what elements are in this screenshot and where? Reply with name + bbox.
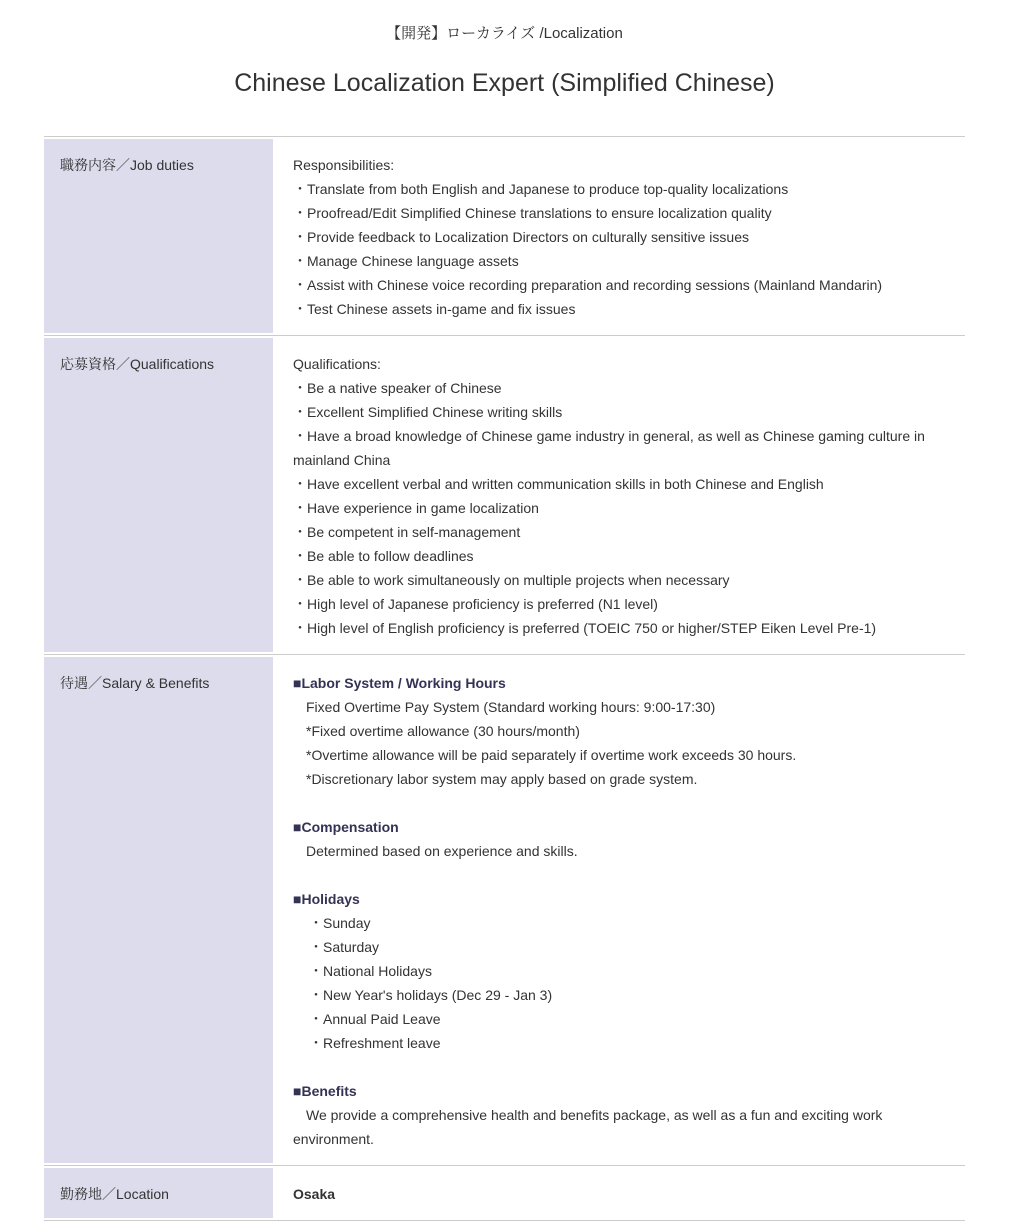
row-content bbox=[273, 137, 965, 335]
content-line: Qualifications: bbox=[293, 356, 381, 372]
table-row bbox=[44, 137, 965, 336]
section-heading: ■Holidays bbox=[293, 891, 360, 907]
job-category-header: 【開発】ローカライズ /Localization bbox=[386, 25, 623, 42]
content-line: *Fixed overtime allowance (30 hours/month) bbox=[306, 723, 580, 739]
content-line: ・Test Chinese assets in-game and fix issues bbox=[293, 301, 576, 317]
content-line: ・Be a native speaker of Chinese bbox=[293, 380, 502, 396]
content-line: ・Have a broad knowledge of Chinese game industry in general, as well as Chinese gaming culture in mainland China bbox=[293, 428, 925, 468]
page-title: Chinese Localization Expert (Simplified Chinese) bbox=[234, 69, 775, 97]
table-row bbox=[44, 336, 965, 655]
content-line: ・Have excellent verbal and written communication skills in both Chinese and English bbox=[293, 476, 824, 492]
blank-line bbox=[293, 791, 953, 815]
row-header-label: 応募資格／Qualifications bbox=[44, 336, 273, 654]
content-line: Determined based on experience and skills. bbox=[306, 843, 578, 859]
content-line: ・Excellent Simplified Chinese writing skills bbox=[293, 404, 563, 420]
section-heading: ■Compensation bbox=[293, 819, 399, 835]
table-row bbox=[44, 655, 965, 1166]
content-line: ・Have experience in game localization bbox=[293, 500, 539, 516]
content-line: ・Be competent in self-management bbox=[293, 524, 521, 540]
job-table-body bbox=[44, 137, 965, 1221]
row-header-label: 待遇／Salary & Benefits bbox=[44, 655, 273, 1165]
content-line: ・New Year's holidays (Dec 29 - Jan 3) bbox=[309, 987, 553, 1003]
content-line: ・Sunday bbox=[309, 915, 371, 931]
content-line: ・Saturday bbox=[309, 939, 380, 955]
row-content bbox=[273, 1166, 965, 1220]
content-line: We provide a comprehensive health and benefits package, as well as a fun and exciting work environment. bbox=[293, 1107, 883, 1147]
job-details-table bbox=[44, 136, 965, 1221]
content-line: ・Be able to follow deadlines bbox=[293, 548, 474, 564]
content-line: ・National Holidays bbox=[309, 963, 432, 979]
row-header-label: 勤務地／Location bbox=[44, 1166, 273, 1220]
section-heading: ■Benefits bbox=[293, 1083, 357, 1099]
content-line: Osaka bbox=[293, 1186, 336, 1202]
row-header-label: 職務内容／Job duties bbox=[44, 137, 273, 335]
content-line: Fixed Overtime Pay System (Standard working hours: 9:00-17:30) bbox=[306, 699, 716, 715]
table-row bbox=[44, 1166, 965, 1221]
row-content bbox=[273, 336, 965, 654]
content-line: *Overtime allowance will be paid separately if overtime work exceeds 30 hours. bbox=[306, 747, 797, 763]
blank-line bbox=[293, 863, 953, 887]
content-line: ・Provide feedback to Localization Directors on culturally sensitive issues bbox=[293, 229, 749, 245]
row-content bbox=[273, 655, 965, 1165]
content-line: ・Annual Paid Leave bbox=[309, 1011, 441, 1027]
content-line: ・Proofread/Edit Simplified Chinese translations to ensure localization quality bbox=[293, 205, 772, 221]
content-line: Responsibilities: bbox=[293, 157, 395, 173]
content-line: ・Manage Chinese language assets bbox=[293, 253, 519, 269]
content-line: ・Translate from both English and Japanese to produce top-quality localizations bbox=[293, 181, 789, 197]
section-heading: ■Labor System / Working Hours bbox=[293, 675, 506, 691]
content-line: ・Refreshment leave bbox=[309, 1035, 441, 1051]
content-line: ・Be able to work simultaneously on multiple projects when necessary bbox=[293, 572, 730, 588]
content-line: ・Assist with Chinese voice recording preparation and recording sessions (Mainland Mandarin) bbox=[293, 277, 883, 293]
page-header bbox=[44, 0, 965, 100]
content-line: ・High level of English proficiency is preferred (TOEIC 750 or higher/STEP Eiken Level Pre-1) bbox=[293, 620, 877, 636]
blank-line bbox=[293, 1055, 953, 1079]
content-line: *Discretionary labor system may apply based on grade system. bbox=[306, 771, 698, 787]
content-line: ・High level of Japanese proficiency is preferred (N1 level) bbox=[293, 596, 658, 612]
